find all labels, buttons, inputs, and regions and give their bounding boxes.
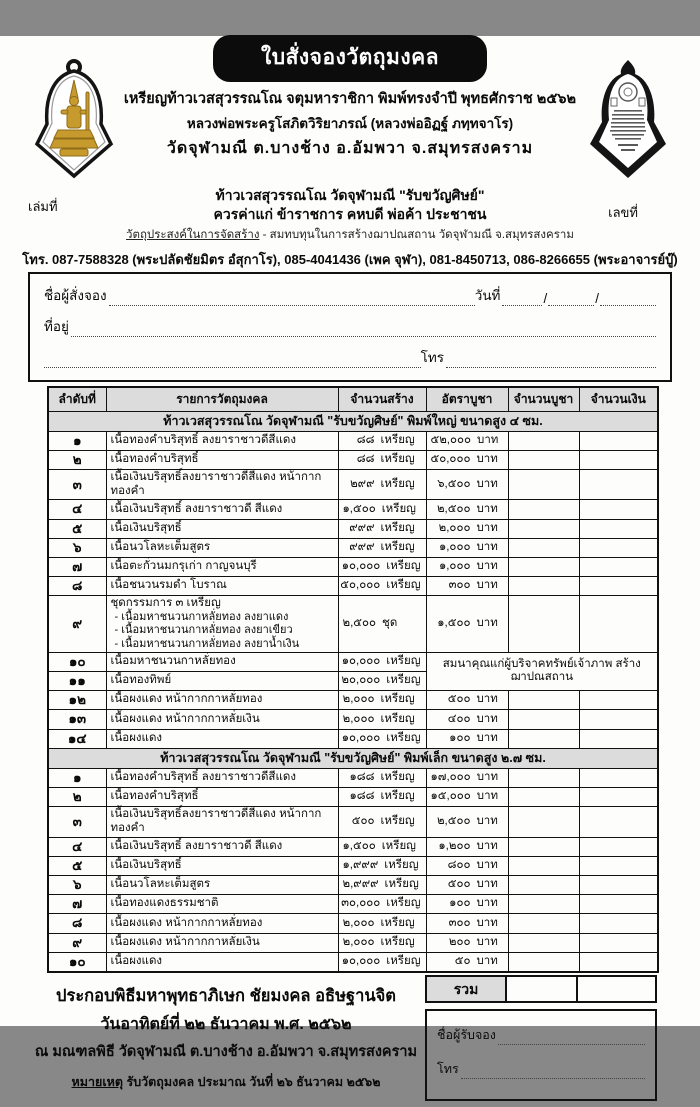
item-description: เนื้อนวโลหะเต็มสูตร <box>106 876 338 895</box>
mintage-cell: ๑,๕๐๐ เหรียญ <box>338 500 426 519</box>
date-year-field[interactable] <box>600 291 656 306</box>
order-qty-cell[interactable] <box>508 952 579 972</box>
mintage-cell: ๒,๕๐๐ ชุด <box>338 596 426 652</box>
row-number: ๕ <box>48 519 106 538</box>
price-cell: ๕๐๐ บาท <box>426 876 508 895</box>
price-cell: ๒,๕๐๐ บาท <box>426 500 508 519</box>
item-description: เนื้อผงแดง หน้ากากกาหลั่ยทอง <box>106 691 338 710</box>
price-cell: ๘๐๐ บาท <box>426 856 508 875</box>
ceremony-line-3: ณ มณฑลพิธี วัดจุฬามณี ต.บางช้าง อ.อัมพวา จ.สมุทรสงคราม <box>34 1043 418 1060</box>
price-cell: ๖,๕๐๐ บาท <box>426 469 508 500</box>
row-number: ๑๓ <box>48 710 106 729</box>
table-row <box>48 577 658 596</box>
mintage-cell: ๘๘ เหรียญ <box>338 431 426 450</box>
table-row <box>48 895 658 914</box>
mintage-cell: ๘๘ เหรียญ <box>338 450 426 469</box>
order-amount-cell[interactable] <box>579 787 658 806</box>
purpose-label: วัตถุประสงค์ในการจัดสร้าง <box>126 228 260 241</box>
order-amount-cell[interactable] <box>579 691 658 710</box>
table-row <box>48 807 658 838</box>
address-label: ที่อยู่ <box>44 319 69 334</box>
address-field[interactable] <box>71 322 656 337</box>
date-month-field[interactable] <box>548 291 594 306</box>
mintage-cell: ๓๐,๐๐๐ เหรียญ <box>338 895 426 914</box>
order-qty-cell[interactable] <box>508 577 579 596</box>
mintage-cell: ๑๐,๐๐๐ เหรียญ <box>338 652 426 671</box>
mintage-cell: ๒,๐๐๐ เหรียญ <box>338 914 426 933</box>
table-row <box>48 558 658 577</box>
table-row <box>48 729 658 748</box>
order-amount-cell[interactable] <box>579 596 658 652</box>
order-amount-cell[interactable] <box>579 577 658 596</box>
mintage-cell: ๒,๐๐๐ เหรียญ <box>338 710 426 729</box>
price-cell: ๓๐๐ บาท <box>426 914 508 933</box>
total-label: รวม <box>425 975 507 1003</box>
orderer-name-label: ชื่อผู้สั่งจอง <box>44 288 107 303</box>
section-title: ท้าวเวสสุวรรณโณ วัดจุฬามณี "รับขวัญศิษย์" พิมพ์เล็ก ขนาดสูง ๒.๗ ซม. <box>48 748 658 768</box>
order-qty-cell[interactable] <box>508 558 579 577</box>
total-amount-cell[interactable] <box>578 975 657 1003</box>
row-number: ๑ <box>48 431 106 450</box>
table-row <box>48 837 658 856</box>
price-cell: ๕๐๐ บาท <box>426 691 508 710</box>
order-amount-cell[interactable] <box>579 519 658 538</box>
table-row <box>48 952 658 972</box>
order-qty-cell[interactable] <box>508 876 579 895</box>
item-description: เนื้อเงินบริสุทธิ์ ลงยาราชาวดี สีแดง <box>106 500 338 519</box>
item-description: เนื้อเงินบริสุทธิ์ <box>106 856 338 875</box>
item-description: เนื้อทองแดงธรรมชาติ <box>106 895 338 914</box>
doc-number-label: เลขที่ <box>608 205 638 220</box>
ceremony-line-2: วันอาทิตย์ที่ ๒๒ ธันวาคม พ.ศ. ๒๕๖๒ <box>100 1015 352 1033</box>
meta-line-2: ควรค่าแก่ ข้าราชการ คหบดี พ่อค้า ประชาชน <box>213 205 487 222</box>
date-day-field[interactable] <box>502 291 542 306</box>
item-description: เนื้อเงินบริสุทธิ์ลงยาราชาวดีสีแดง หน้ากากทองคำ <box>106 469 338 500</box>
date-separator: / <box>595 291 599 306</box>
row-number: ๔ <box>48 837 106 856</box>
receiver-phone-label: โทร <box>437 1061 459 1076</box>
orderer-phone-field[interactable] <box>446 353 656 368</box>
receiver-box <box>425 1009 657 1101</box>
purpose-line <box>0 226 700 244</box>
row-number: ๑๑ <box>48 671 106 690</box>
mintage-cell: ๑๐,๐๐๐ เหรียญ <box>338 558 426 577</box>
order-qty-cell[interactable] <box>508 895 579 914</box>
order-qty-cell[interactable] <box>508 469 579 500</box>
order-form-page <box>0 36 700 1089</box>
price-cell: ๓๐๐ บาท <box>426 577 508 596</box>
row-number: ๑๔ <box>48 729 106 748</box>
receiver-name-label: ชื่อผู้รับจอง <box>437 1027 496 1042</box>
order-amount-cell[interactable] <box>579 710 658 729</box>
order-amount-cell[interactable] <box>579 500 658 519</box>
order-amount-cell[interactable] <box>579 538 658 557</box>
orderer-phone-label: โทร <box>420 350 444 365</box>
mintage-cell: ๙๙๙ เหรียญ <box>338 519 426 538</box>
item-description: เนื้อผงแดง หน้ากากกาหลั่ยเงิน <box>106 710 338 729</box>
order-amount-cell[interactable] <box>579 856 658 875</box>
row-number: ๒ <box>48 787 106 806</box>
orderer-name-field[interactable] <box>109 291 475 306</box>
mintage-cell: ๙๙๙ เหรียญ <box>338 538 426 557</box>
receiver-phone-field[interactable] <box>461 1064 645 1079</box>
mintage-cell: ๕๐๐ เหรียญ <box>338 807 426 838</box>
table-row <box>48 787 658 806</box>
date-separator: / <box>543 291 548 306</box>
order-amount-cell[interactable] <box>579 914 658 933</box>
price-cell: ๒๐๐ บาท <box>426 933 508 952</box>
section-title: ท้าวเวสสุวรรณโณ วัดจุฬามณี "รับขวัญศิษย์" พิมพ์ใหญ่ ขนาดสูง ๔ ซม. <box>48 411 658 431</box>
order-amount-cell[interactable] <box>579 558 658 577</box>
amulet-front-image <box>30 58 118 180</box>
row-number: ๒ <box>48 450 106 469</box>
donor-note-cell: สมนาคุณแก่ผู้บริจาคทรัพย์เจ้าภาพ สร้างฌาปณสถาน <box>426 652 658 690</box>
price-cell: ๒,๐๐๐ บาท <box>426 519 508 538</box>
price-cell: ๔๐๐ บาท <box>426 710 508 729</box>
item-description: เนื้อเงินบริสุทธิ์ <box>106 519 338 538</box>
mintage-cell: ๕๐,๐๐๐ เหรียญ <box>338 577 426 596</box>
date-label: วันที่ <box>474 288 501 303</box>
order-amount-cell[interactable] <box>579 895 658 914</box>
item-description: เนื้อตะกั่วนมกรุเก่า กาญจนบุรี <box>106 558 338 577</box>
col-header-order-qty: จำนวนบูชา <box>508 387 579 411</box>
book-number-label: เล่มที่ <box>28 199 58 214</box>
mintage-cell: ๑๐,๐๐๐ เหรียญ <box>338 952 426 972</box>
price-cell: ๕๒,๐๐๐ บาท <box>426 431 508 450</box>
item-description: เนื้อนวโลหะเต็มสูตร <box>106 538 338 557</box>
row-number: ๘ <box>48 577 106 596</box>
col-header-item: รายการวัตถุมงคล <box>106 387 338 411</box>
orderer-info-box <box>28 272 672 382</box>
order-qty-cell[interactable] <box>508 710 579 729</box>
table-row <box>48 768 658 787</box>
price-cell: ๑,๒๐๐ บาท <box>426 837 508 856</box>
table-row <box>48 876 658 895</box>
mintage-cell: ๑๐,๐๐๐ เหรียญ <box>338 729 426 748</box>
order-qty-cell[interactable] <box>508 500 579 519</box>
order-table <box>47 386 659 973</box>
item-description: ชุดกรรมการ ๓ เหรียญ - เนื้อมหาชนวนกาหลั่ยทอง ลงยาแดง - เนื้อมหาชนวนกาหลั่ยทอง ลงยาเขียว - เนื้อมหาชนวนกาหลั่ยทอง ลงยาน้ำเงิน <box>106 596 338 652</box>
order-qty-cell[interactable] <box>508 729 579 748</box>
order-qty-cell[interactable] <box>508 768 579 787</box>
col-header-amount: จำนวนเงิน <box>579 387 658 411</box>
table-row <box>48 469 658 500</box>
row-number: ๗ <box>48 558 106 577</box>
mintage-cell: ๒,๐๐๐ เหรียญ <box>338 691 426 710</box>
order-qty-cell[interactable] <box>508 450 579 469</box>
item-description: เนื้อผงแดง <box>106 729 338 748</box>
table-row <box>48 500 658 519</box>
item-description: เนื้อทองทิพย์ <box>106 671 338 690</box>
item-description: เนื้อผงแดง หน้ากากกาหลั่ยทอง <box>106 914 338 933</box>
order-qty-cell[interactable] <box>508 596 579 652</box>
mintage-cell: ๑,๕๐๐ เหรียญ <box>338 837 426 856</box>
order-qty-cell[interactable] <box>508 837 579 856</box>
header-line-3: วัดจุฬามณี ต.บางช้าง อ.อัมพวา จ.สมุทรสงคราม <box>166 140 534 157</box>
row-number: ๓ <box>48 807 106 838</box>
item-description: เนื้อเงินบริสุทธิ์ลงยาราชาวดีสีแดง หน้ากากทองคำ <box>106 807 338 838</box>
price-cell: ๕๐,๐๐๐ บาท <box>426 450 508 469</box>
row-number: ๙ <box>48 933 106 952</box>
item-description: เนื้อทองคำบริสุทธิ์ <box>106 787 338 806</box>
price-cell: ๑๕,๐๐๐ บาท <box>426 787 508 806</box>
table-row <box>48 538 658 557</box>
col-header-index: ลำดับที่ <box>48 387 106 411</box>
table-row <box>48 596 658 652</box>
item-description: เนื้อมหาชนวนกาหลั่ยทอง <box>106 652 338 671</box>
meta-line-1: ท้าวเวสสุวรรณโณ วัดจุฬามณี "รับขวัญศิษย์" <box>215 187 485 203</box>
price-cell: ๑,๐๐๐ บาท <box>426 538 508 557</box>
item-description: เนื้อทองคำบริสุทธิ์ <box>106 450 338 469</box>
order-qty-cell[interactable] <box>508 691 579 710</box>
item-description: เนื้อทองคำบริสุทธิ์ ลงยาราชาวดีสีแดง <box>106 431 338 450</box>
row-number: ๑๒ <box>48 691 106 710</box>
item-description: เนื้อทองคำบริสุทธิ์ ลงยาราชาวดีสีแดง <box>106 768 338 787</box>
table-row <box>48 914 658 933</box>
header <box>0 36 700 186</box>
row-number: ๘ <box>48 914 106 933</box>
order-qty-cell[interactable] <box>508 519 579 538</box>
ceremony-line-1: ประกอบพิธีมหาพุทธาภิเษก ชัยมงคล อธิษฐานจิต <box>55 986 396 1005</box>
item-description: เนื้อผงแดง <box>106 952 338 972</box>
total-row <box>425 975 657 1003</box>
order-qty-cell[interactable] <box>508 807 579 838</box>
order-amount-cell[interactable] <box>579 729 658 748</box>
table-row <box>48 856 658 875</box>
price-cell: ๑๐๐ บาท <box>426 895 508 914</box>
row-number: ๙ <box>48 596 106 652</box>
order-amount-cell[interactable] <box>579 933 658 952</box>
row-number: ๕ <box>48 856 106 875</box>
mintage-cell: ๒๐,๐๐๐ เหรียญ <box>338 671 426 690</box>
purpose-text: - สมทบทุนในการสร้างฌาปณสถาน วัดจุฬามณี จ.สมุทรสงคราม <box>262 228 574 241</box>
order-amount-cell[interactable] <box>579 876 658 895</box>
table-row <box>48 710 658 729</box>
header-line-2: หลวงพ่อพระครูโสภิตวิริยาภรณ์ (หลวงพ่ออิฏฐ์ ภทฺทจาโร) <box>186 116 514 131</box>
table-row <box>48 652 658 671</box>
contact-phone-line: โทร. 087-7588328 (พระปลัดชัยมิตร อํสุกาโร), 085-4041436 (เพค จุฬา), 081-8450713, 086-8266655 (พระอาจารย์บู๊) <box>22 251 678 267</box>
table-row <box>48 691 658 710</box>
order-qty-cell[interactable] <box>508 856 579 875</box>
order-qty-cell[interactable] <box>508 933 579 952</box>
price-cell: ๕๐ บาท <box>426 952 508 972</box>
row-number: ๑๐ <box>48 952 106 972</box>
note-text: รับวัตถุมงคล ประมาณ วันที่ ๒๖ ธันวาคม ๒๕๖๒ <box>126 1074 381 1089</box>
col-header-price: อัตราบูชา <box>426 387 508 411</box>
address-field-2[interactable] <box>44 353 421 368</box>
mintage-cell: ๒,๙๙๙ เหรียญ <box>338 876 426 895</box>
form-title: ใบสั่งจองวัตถุมงคล <box>214 36 486 81</box>
price-cell: ๑,๕๐๐ บาท <box>426 596 508 652</box>
order-amount-cell[interactable] <box>579 952 658 972</box>
order-qty-cell[interactable] <box>508 914 579 933</box>
order-qty-cell[interactable] <box>508 538 579 557</box>
row-number: ๖ <box>48 876 106 895</box>
mintage-cell: ๑๘๘ เหรียญ <box>338 787 426 806</box>
note-line <box>28 1072 424 1092</box>
order-amount-cell[interactable] <box>579 431 658 450</box>
mintage-cell: ๒,๐๐๐ เหรียญ <box>338 933 426 952</box>
item-description: เนื้อผงแดง หน้ากากกาหลั่ยเงิน <box>106 933 338 952</box>
row-number: ๖ <box>48 538 106 557</box>
price-cell: ๑๗,๐๐๐ บาท <box>426 768 508 787</box>
note-label: หมายเหตุ <box>71 1074 123 1089</box>
meta-section <box>0 186 700 268</box>
table-row <box>48 933 658 952</box>
col-header-mintage: จำนวนสร้าง <box>338 387 426 411</box>
order-amount-cell[interactable] <box>579 450 658 469</box>
order-amount-cell[interactable] <box>579 768 658 787</box>
bottom-section <box>0 973 700 1107</box>
table-row <box>48 450 658 469</box>
item-description: เนื้อเงินบริสุทธิ์ ลงยาราชาวดี สีแดง <box>106 837 338 856</box>
order-amount-cell[interactable] <box>579 807 658 838</box>
table-row <box>48 431 658 450</box>
table-row <box>48 519 658 538</box>
header-line-1: เหรียญท้าวเวสสุวรรณโณ จตุมหาราชิกา พิมพ์ทรงจำปี พุทธศักราช ๒๕๖๒ <box>123 91 577 107</box>
section-header-row <box>48 411 658 431</box>
order-amount-cell[interactable] <box>579 837 658 856</box>
mintage-cell: ๑๘๘ เหรียญ <box>338 768 426 787</box>
receiver-name-field[interactable] <box>498 1030 645 1045</box>
price-cell: ๒,๕๐๐ บาท <box>426 807 508 838</box>
order-amount-cell[interactable] <box>579 469 658 500</box>
row-number: ๑ <box>48 768 106 787</box>
row-number: ๓ <box>48 469 106 500</box>
price-cell: ๑๐๐ บาท <box>426 729 508 748</box>
ceremony-info <box>28 983 424 1092</box>
item-description: เนื้อชนวนรมดำ โบราณ <box>106 577 338 596</box>
order-qty-cell[interactable] <box>508 431 579 450</box>
amulet-back-image <box>582 58 674 180</box>
table-header-row <box>48 387 658 411</box>
total-order-qty-cell[interactable] <box>507 975 578 1003</box>
mintage-cell: ๑,๙๙๙ เหรียญ <box>338 856 426 875</box>
mintage-cell: ๒๙๙ เหรียญ <box>338 469 426 500</box>
row-number: ๑๐ <box>48 652 106 671</box>
row-number: ๗ <box>48 895 106 914</box>
price-cell: ๑,๐๐๐ บาท <box>426 558 508 577</box>
order-qty-cell[interactable] <box>508 787 579 806</box>
row-number: ๔ <box>48 500 106 519</box>
section-header-row <box>48 748 658 768</box>
